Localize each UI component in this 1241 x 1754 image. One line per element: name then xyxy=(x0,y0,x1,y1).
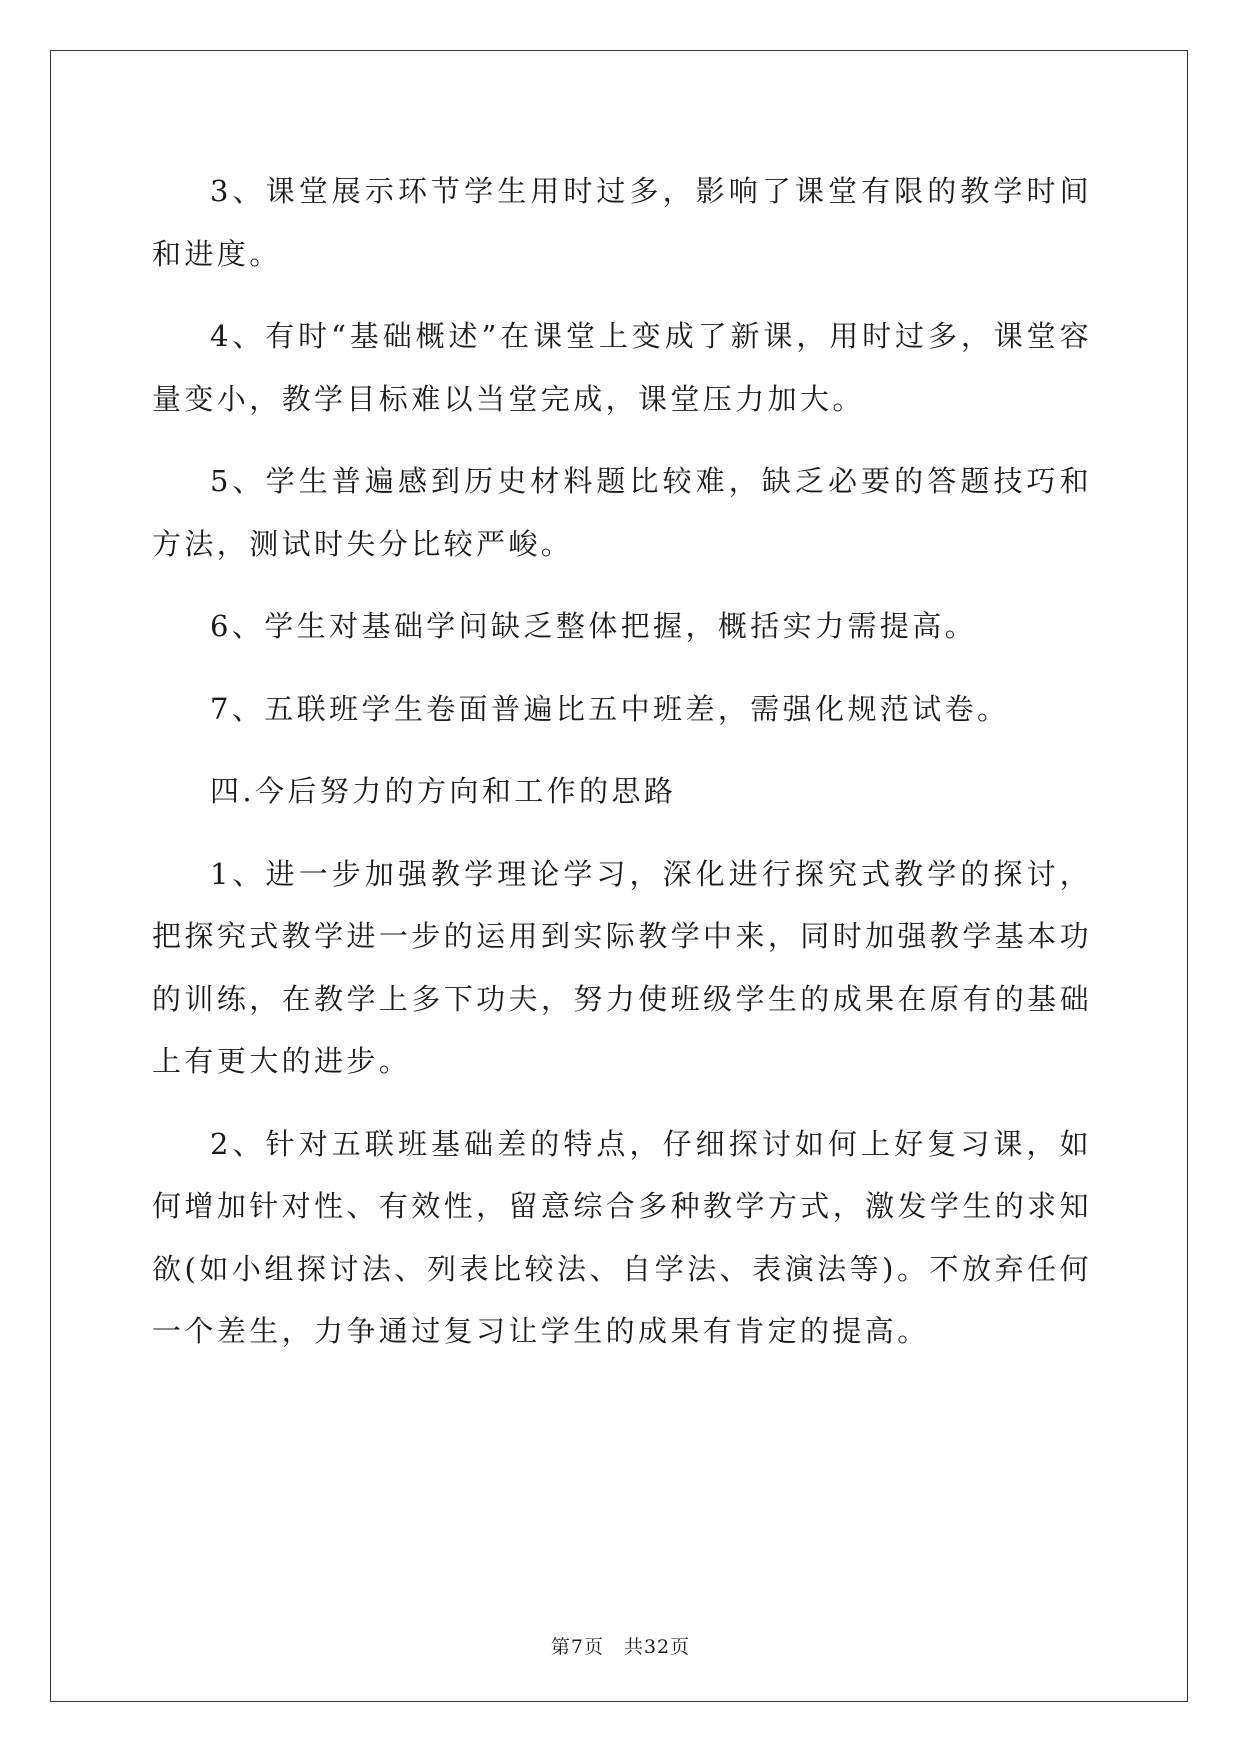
document-body xyxy=(152,160,1092,1363)
plan-item-1: 1、进一步加强教学理论学习，深化进行探究式教学的探讨，把探究式教学进一步的运用到实际教学中来，同时加强教学基本功的训练，在教学上多下功夫，努力使班级学生的成果在原有的基础上有更大的进步。 xyxy=(152,856,1092,1078)
paragraph-item-7: 7、五联班学生卷面普遍比五中班差，需强化规范试卷。 xyxy=(210,691,1010,726)
paragraph-item-4: 4、有时“基础概述”在课堂上变成了新课，用时过多，课堂容量变小，教学目标难以当堂完成，课堂压力加大。 xyxy=(152,319,1092,416)
paragraph-item-3: 3、课堂展示环节学生用时过多，影响了课堂有限的教学时间和进度。 xyxy=(152,174,1092,271)
paragraph-item-6: 6、学生对基础学问缺乏整体把握，概括实力需提高。 xyxy=(210,609,978,643)
section-heading: 四.今后努力的方向和工作的思路 xyxy=(210,774,677,808)
paragraph-item-5: 5、学生普遍感到历史材料题比较难，缺乏必要的答题技巧和方法，测试时失分比较严峻。 xyxy=(152,464,1092,561)
page-footer xyxy=(0,1632,1241,1659)
page-number: 第7页 xyxy=(550,1636,604,1658)
plan-item-2: 2、针对五联班基础差的特点，仔细探讨如何上好复习课，如何增加针对性、有效性，留意综合多种教学方式，激发学生的求知欲(如小组探讨法、列表比较法、自学法、表演法等)。不放弃任何一个差生，力争通过复习让学生的成果有肯定的提高。 xyxy=(152,1126,1092,1348)
page-total: 共32页 xyxy=(623,1636,691,1658)
